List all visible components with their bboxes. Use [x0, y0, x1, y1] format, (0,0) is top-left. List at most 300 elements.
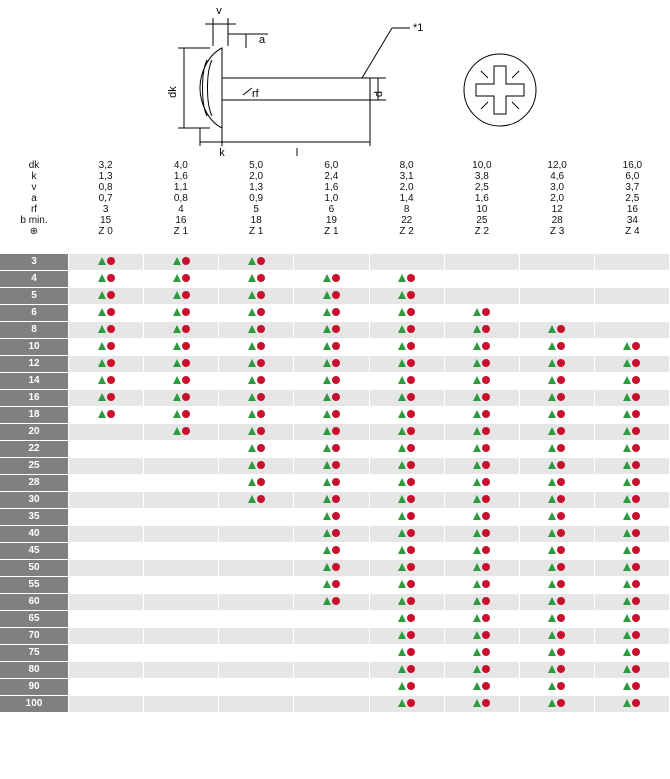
spec-table — [0, 160, 670, 237]
availability-cell[interactable] — [444, 390, 519, 407]
availability-cell[interactable] — [444, 407, 519, 424]
availability-cell[interactable] — [594, 560, 669, 577]
availability-cell[interactable] — [144, 594, 219, 611]
header-col-1[interactable]: M2 — [149, 237, 223, 254]
circle-icon — [182, 342, 190, 350]
availability-cell[interactable] — [219, 560, 294, 577]
availability-cell[interactable] — [519, 560, 594, 577]
triangle-icon — [248, 376, 256, 384]
availability-cell[interactable] — [69, 509, 144, 526]
availability-cell[interactable] — [219, 407, 294, 424]
spec-value: 6,0 — [625, 171, 640, 182]
availability-cell[interactable] — [69, 645, 144, 662]
availability-cell[interactable] — [144, 526, 219, 543]
availability-cell[interactable] — [69, 424, 144, 441]
table-row — [0, 526, 670, 543]
availability-cell[interactable] — [294, 288, 369, 305]
availability-cell[interactable] — [519, 441, 594, 458]
availability-marks — [473, 341, 490, 352]
availability-cell[interactable] — [594, 696, 669, 713]
availability-cell[interactable] — [219, 356, 294, 373]
triangle-icon — [248, 495, 256, 503]
availability-cell[interactable] — [144, 322, 219, 339]
availability-cell[interactable] — [519, 662, 594, 679]
availability-cell[interactable] — [369, 645, 444, 662]
availability-cell[interactable] — [69, 611, 144, 628]
availability-cell[interactable] — [444, 645, 519, 662]
availability-cell[interactable] — [219, 679, 294, 696]
availability-cell[interactable] — [369, 526, 444, 543]
availability-cell[interactable] — [594, 441, 669, 458]
availability-cell[interactable] — [219, 696, 294, 713]
availability-cell[interactable] — [144, 679, 219, 696]
availability-cell[interactable] — [444, 560, 519, 577]
availability-cell[interactable] — [519, 407, 594, 424]
triangle-icon — [248, 274, 256, 282]
header-col-4[interactable]: M4 — [372, 237, 446, 254]
availability-cell[interactable] — [369, 407, 444, 424]
availability-cell[interactable] — [219, 390, 294, 407]
availability-cell[interactable] — [594, 577, 669, 594]
label-a: a — [258, 34, 266, 46]
availability-cell[interactable] — [369, 305, 444, 322]
availability-cell[interactable] — [144, 543, 219, 560]
availability-cell[interactable] — [144, 288, 219, 305]
availability-marks — [473, 647, 490, 658]
triangle-icon — [323, 478, 331, 486]
triangle-icon — [548, 614, 556, 622]
availability-cell[interactable] — [219, 322, 294, 339]
availability-cell[interactable] — [519, 492, 594, 509]
availability-cell[interactable] — [369, 424, 444, 441]
availability-cell[interactable] — [369, 390, 444, 407]
availability-cell[interactable] — [294, 407, 369, 424]
availability-cell[interactable] — [519, 390, 594, 407]
availability-cell[interactable] — [294, 679, 369, 696]
availability-cell[interactable] — [69, 475, 144, 492]
availability-cell[interactable] — [519, 424, 594, 441]
availability-marks — [98, 256, 115, 267]
availability-cell[interactable] — [519, 645, 594, 662]
availability-cell[interactable] — [219, 339, 294, 356]
circle-icon — [407, 512, 415, 520]
table-row — [0, 458, 670, 475]
spec-value: 15 — [100, 215, 112, 226]
availability-cell[interactable] — [219, 254, 294, 271]
availability-cell[interactable] — [219, 628, 294, 645]
availability-cell[interactable] — [144, 628, 219, 645]
header-col-2[interactable]: M2,5 — [223, 237, 297, 254]
triangle-icon — [473, 648, 481, 656]
triangle-icon — [623, 427, 631, 435]
availability-cell[interactable] — [444, 475, 519, 492]
availability-cell[interactable] — [369, 611, 444, 628]
availability-cell[interactable] — [69, 594, 144, 611]
availability-cell[interactable] — [294, 441, 369, 458]
availability-cell[interactable] — [444, 322, 519, 339]
availability-cell[interactable] — [369, 509, 444, 526]
availability-cell[interactable] — [294, 339, 369, 356]
availability-marks — [323, 290, 340, 301]
availability-cell[interactable] — [444, 373, 519, 390]
availability-cell[interactable] — [444, 611, 519, 628]
triangle-icon — [398, 512, 406, 520]
availability-cell[interactable] — [519, 594, 594, 611]
availability-cell[interactable] — [294, 322, 369, 339]
availability-cell[interactable] — [594, 373, 669, 390]
circle-icon — [107, 274, 115, 282]
availability-cell[interactable] — [594, 356, 669, 373]
triangle-icon — [473, 597, 481, 605]
availability-cell[interactable] — [219, 475, 294, 492]
availability-cell[interactable] — [294, 560, 369, 577]
triangle-icon — [98, 325, 106, 333]
circle-icon — [407, 495, 415, 503]
triangle-icon — [398, 461, 406, 469]
availability-cell[interactable] — [144, 424, 219, 441]
availability-cell[interactable] — [294, 628, 369, 645]
availability-cell[interactable] — [69, 254, 144, 271]
availability-cell[interactable] — [69, 373, 144, 390]
availability-cell[interactable] — [219, 645, 294, 662]
availability-cell[interactable] — [594, 305, 669, 322]
availability-cell[interactable] — [594, 475, 669, 492]
availability-cell[interactable] — [144, 441, 219, 458]
availability-cell[interactable] — [294, 254, 369, 271]
triangle-icon — [173, 308, 181, 316]
availability-cell[interactable] — [444, 254, 519, 271]
availability-cell[interactable] — [69, 407, 144, 424]
availability-cell[interactable] — [369, 560, 444, 577]
availability-cell[interactable] — [294, 611, 369, 628]
availability-cell[interactable] — [519, 543, 594, 560]
spec-value: 10,0 — [472, 160, 492, 171]
availability-cell[interactable] — [369, 594, 444, 611]
triangle-icon — [398, 529, 406, 537]
availability-cell[interactable] — [369, 441, 444, 458]
availability-cell[interactable] — [444, 577, 519, 594]
triangle-icon — [398, 274, 406, 282]
triangle-icon — [323, 410, 331, 418]
availability-cell[interactable] — [519, 696, 594, 713]
availability-cell[interactable] — [219, 594, 294, 611]
availability-marks — [398, 664, 415, 675]
availability-cell[interactable] — [519, 322, 594, 339]
availability-cell[interactable] — [294, 271, 369, 288]
availability-marks — [548, 358, 565, 369]
availability-cell[interactable] — [369, 662, 444, 679]
availability-marks — [623, 375, 640, 386]
availability-marks — [323, 409, 340, 420]
availability-cell[interactable] — [519, 356, 594, 373]
availability-cell[interactable] — [69, 356, 144, 373]
availability-cell[interactable] — [444, 662, 519, 679]
triangle-icon — [398, 665, 406, 673]
availability-marks — [473, 562, 490, 573]
triangle-icon — [473, 682, 481, 690]
availability-cell[interactable] — [294, 492, 369, 509]
availability-cell[interactable] — [294, 696, 369, 713]
availability-cell[interactable] — [594, 390, 669, 407]
availability-cell[interactable] — [519, 509, 594, 526]
circle-icon — [407, 563, 415, 571]
availability-cell[interactable] — [444, 628, 519, 645]
availability-cell[interactable] — [519, 339, 594, 356]
availability-cell[interactable] — [219, 458, 294, 475]
circle-icon — [482, 308, 490, 316]
availability-cell[interactable] — [69, 271, 144, 288]
availability-marks — [473, 460, 490, 471]
circle-icon — [332, 342, 340, 350]
availability-cell[interactable] — [144, 560, 219, 577]
availability-cell[interactable] — [369, 679, 444, 696]
availability-cell[interactable] — [519, 458, 594, 475]
circle-icon — [107, 342, 115, 350]
availability-cell[interactable] — [294, 594, 369, 611]
availability-cell[interactable] — [294, 526, 369, 543]
availability-cell[interactable] — [144, 475, 219, 492]
availability-cell[interactable] — [444, 509, 519, 526]
header-col-6[interactable]: M6 — [521, 237, 595, 254]
availability-cell[interactable] — [69, 628, 144, 645]
length-cell: 30 — [0, 492, 69, 509]
availability-cell[interactable] — [144, 254, 219, 271]
length-cell: 45 — [0, 543, 69, 560]
availability-cell[interactable] — [369, 339, 444, 356]
availability-cell[interactable] — [219, 373, 294, 390]
availability-cell[interactable] — [444, 441, 519, 458]
availability-cell[interactable] — [444, 696, 519, 713]
availability-cell[interactable] — [219, 662, 294, 679]
spec-value: 2,5 — [474, 182, 489, 193]
availability-marks — [398, 528, 415, 539]
availability-cell[interactable] — [294, 356, 369, 373]
availability-cell[interactable] — [369, 543, 444, 560]
availability-cell[interactable] — [444, 594, 519, 611]
availability-cell[interactable] — [444, 288, 519, 305]
availability-cell[interactable] — [444, 543, 519, 560]
availability-cell[interactable] — [444, 526, 519, 543]
availability-cell[interactable] — [69, 441, 144, 458]
availability-cell[interactable] — [369, 254, 444, 271]
spec-value: 1,6 — [474, 193, 489, 204]
triangle-icon — [173, 359, 181, 367]
availability-cell[interactable] — [519, 526, 594, 543]
availability-cell[interactable] — [369, 458, 444, 475]
availability-cell[interactable] — [294, 458, 369, 475]
availability-cell[interactable] — [444, 424, 519, 441]
availability-cell[interactable] — [594, 339, 669, 356]
availability-cell[interactable] — [294, 390, 369, 407]
availability-cell[interactable] — [219, 611, 294, 628]
availability-marks — [623, 511, 640, 522]
availability-cell[interactable] — [144, 696, 219, 713]
availability-cell[interactable] — [369, 475, 444, 492]
availability-cell[interactable] — [144, 356, 219, 373]
availability-cell[interactable] — [144, 373, 219, 390]
availability-cell[interactable] — [69, 543, 144, 560]
availability-cell[interactable] — [594, 594, 669, 611]
availability-cell[interactable] — [144, 390, 219, 407]
availability-cell[interactable] — [519, 305, 594, 322]
availability-cell[interactable] — [369, 356, 444, 373]
availability-cell[interactable] — [219, 271, 294, 288]
availability-marks — [473, 579, 490, 590]
availability-cell[interactable] — [219, 492, 294, 509]
availability-cell[interactable] — [594, 322, 669, 339]
availability-cell[interactable] — [219, 543, 294, 560]
availability-cell[interactable] — [369, 322, 444, 339]
availability-cell[interactable] — [369, 628, 444, 645]
availability-cell[interactable] — [444, 492, 519, 509]
availability-cell[interactable] — [369, 696, 444, 713]
circle-icon — [482, 393, 490, 401]
availability-cell[interactable] — [594, 407, 669, 424]
availability-marks — [473, 324, 490, 335]
circle-icon — [632, 495, 640, 503]
circle-icon — [257, 342, 265, 350]
availability-cell[interactable] — [594, 679, 669, 696]
availability-cell[interactable] — [144, 492, 219, 509]
availability-cell[interactable] — [69, 526, 144, 543]
availability-cell[interactable] — [594, 271, 669, 288]
availability-cell[interactable] — [219, 509, 294, 526]
availability-cell[interactable] — [69, 662, 144, 679]
availability-cell[interactable] — [294, 475, 369, 492]
circle-icon — [632, 359, 640, 367]
availability-cell[interactable] — [519, 373, 594, 390]
availability-cell[interactable] — [69, 679, 144, 696]
availability-cell[interactable] — [519, 271, 594, 288]
availability-cell[interactable] — [369, 271, 444, 288]
availability-cell[interactable] — [369, 492, 444, 509]
availability-cell[interactable] — [594, 628, 669, 645]
availability-cell[interactable] — [594, 611, 669, 628]
triangle-icon — [473, 512, 481, 520]
availability-cell[interactable] — [294, 543, 369, 560]
availability-cell[interactable] — [219, 424, 294, 441]
availability-cell[interactable] — [519, 475, 594, 492]
availability-cell[interactable] — [294, 305, 369, 322]
availability-cell[interactable] — [444, 458, 519, 475]
availability-cell[interactable] — [219, 577, 294, 594]
availability-cell[interactable] — [294, 373, 369, 390]
triangle-icon — [548, 648, 556, 656]
triangle-icon — [398, 291, 406, 299]
availability-cell[interactable] — [519, 254, 594, 271]
availability-cell[interactable] — [69, 288, 144, 305]
availability-cell[interactable] — [144, 458, 219, 475]
triangle-icon — [548, 512, 556, 520]
availability-cell[interactable] — [444, 271, 519, 288]
availability-cell[interactable] — [219, 441, 294, 458]
availability-cell[interactable] — [444, 305, 519, 322]
availability-cell[interactable] — [594, 254, 669, 271]
availability-cell[interactable] — [219, 526, 294, 543]
availability-cell[interactable] — [144, 577, 219, 594]
availability-cell[interactable] — [594, 424, 669, 441]
availability-cell[interactable] — [144, 509, 219, 526]
table-row — [0, 611, 670, 628]
availability-marks — [323, 307, 340, 318]
availability-cell[interactable] — [69, 305, 144, 322]
availability-cell[interactable] — [144, 271, 219, 288]
availability-cell[interactable] — [369, 373, 444, 390]
triangle-icon — [323, 274, 331, 282]
availability-cell[interactable] — [519, 679, 594, 696]
availability-cell[interactable] — [594, 526, 669, 543]
availability-cell[interactable] — [144, 339, 219, 356]
table-row — [0, 271, 670, 288]
availability-cell[interactable] — [519, 611, 594, 628]
availability-marks — [323, 596, 340, 607]
availability-cell[interactable] — [69, 577, 144, 594]
circle-icon — [482, 427, 490, 435]
triangle-icon — [623, 393, 631, 401]
availability-cell[interactable] — [594, 662, 669, 679]
triangle-icon — [173, 257, 181, 265]
availability-cell[interactable] — [444, 679, 519, 696]
availability-cell[interactable] — [444, 339, 519, 356]
availability-marks — [548, 426, 565, 437]
availability-cell[interactable] — [69, 696, 144, 713]
circle-icon — [632, 478, 640, 486]
availability-marks — [398, 477, 415, 488]
availability-cell[interactable] — [294, 577, 369, 594]
availability-cell[interactable] — [144, 662, 219, 679]
availability-cell[interactable] — [144, 645, 219, 662]
triangle-icon — [398, 648, 406, 656]
availability-cell[interactable] — [69, 560, 144, 577]
availability-cell[interactable] — [594, 509, 669, 526]
availability-cell[interactable] — [519, 628, 594, 645]
spec-row — [0, 160, 670, 171]
availability-cell[interactable] — [444, 356, 519, 373]
availability-cell[interactable] — [594, 543, 669, 560]
spec-value: 2,0 — [249, 171, 264, 182]
header-col-0[interactable]: M1,6 — [74, 237, 148, 254]
availability-cell[interactable] — [144, 611, 219, 628]
table-row — [0, 339, 670, 356]
availability-cell[interactable] — [144, 407, 219, 424]
availability-cell[interactable] — [144, 305, 219, 322]
availability-cell[interactable] — [69, 390, 144, 407]
availability-cell[interactable] — [294, 424, 369, 441]
availability-cell[interactable] — [69, 339, 144, 356]
circle-icon — [557, 597, 565, 605]
header-col-3[interactable]: M3 — [298, 237, 372, 254]
availability-cell[interactable] — [594, 645, 669, 662]
availability-cell[interactable] — [369, 288, 444, 305]
availability-cell[interactable] — [219, 288, 294, 305]
header-col-5[interactable]: M5 — [446, 237, 520, 254]
availability-cell[interactable] — [69, 458, 144, 475]
availability-cell[interactable] — [594, 492, 669, 509]
availability-cell[interactable] — [69, 492, 144, 509]
availability-cell[interactable] — [294, 509, 369, 526]
header-col-7[interactable]: M8 — [595, 237, 670, 254]
availability-cell[interactable] — [294, 645, 369, 662]
availability-cell[interactable] — [594, 288, 669, 305]
availability-cell[interactable] — [219, 305, 294, 322]
availability-cell[interactable] — [369, 577, 444, 594]
spec-row-label: k — [31, 171, 37, 182]
availability-cell[interactable] — [69, 322, 144, 339]
availability-cell[interactable] — [519, 577, 594, 594]
availability-cell[interactable] — [519, 288, 594, 305]
availability-cell[interactable] — [594, 458, 669, 475]
availability-cell[interactable] — [294, 662, 369, 679]
